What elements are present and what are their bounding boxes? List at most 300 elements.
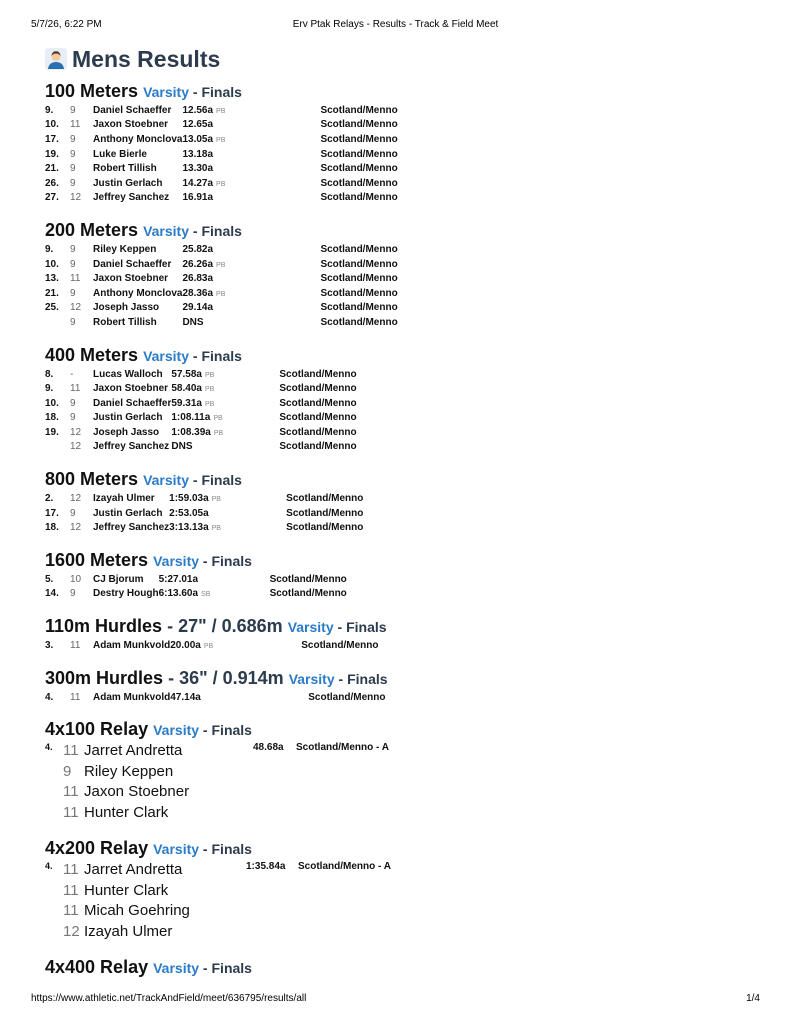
mark-value[interactable]: 3:13.13a — [169, 522, 209, 534]
event-round-link[interactable]: Finals — [211, 722, 252, 739]
place-cell: 9. — [45, 104, 54, 116]
result-row — [45, 315, 398, 330]
team-link[interactable]: Scotland/Menno — [279, 383, 357, 395]
place-cell: 10. — [45, 258, 59, 270]
mark-cell — [159, 587, 270, 602]
event-name[interactable]: 110m Hurdles — [45, 616, 163, 637]
leg-athlete-link[interactable]: Riley Keppen — [84, 762, 174, 780]
grade-cell: 11 — [70, 273, 81, 285]
leg-grade: 9 — [63, 762, 72, 780]
place-cell — [45, 440, 70, 455]
mark-cell — [182, 257, 320, 272]
team-link[interactable]: Scotland/Menno — [320, 302, 398, 314]
athlete-link[interactable]: Jaxon Stoebner — [93, 273, 169, 285]
event-block — [45, 344, 765, 455]
event-round-separator: - — [334, 670, 348, 687]
mark-value[interactable]: 1:08.11a — [171, 412, 211, 424]
athlete-link[interactable]: Robert Tillish — [93, 163, 157, 175]
place-cell: 9. — [45, 383, 54, 395]
event-name[interactable]: 1600 Meters — [45, 550, 149, 571]
pr-badge: PB — [216, 136, 226, 144]
event-name[interactable]: 800 Meters — [45, 469, 139, 490]
mark-cell — [182, 271, 320, 286]
pr-badge: PB — [213, 429, 224, 437]
result-row — [45, 638, 385, 653]
event-round-link[interactable]: Finals — [211, 841, 252, 858]
athlete-link[interactable]: Jaxon Stoebner — [93, 383, 169, 395]
event-block — [45, 80, 765, 205]
mark-value[interactable]: 57.58a — [171, 368, 202, 380]
relay-block — [45, 837, 765, 942]
relay-mark[interactable]: 48.68a — [253, 742, 284, 754]
mark-cell — [182, 161, 320, 176]
place-cell: 19. — [45, 426, 59, 438]
place-cell: 17. — [45, 133, 59, 145]
mark-value[interactable]: 2:53.05a — [169, 507, 209, 519]
event-round-link[interactable]: Finals — [201, 84, 242, 100]
event-spec-separator: - — [168, 667, 180, 688]
place-cell: 4. — [45, 691, 54, 703]
event-round-separator: - — [199, 841, 212, 858]
mark-cell — [182, 103, 320, 118]
event-title — [45, 956, 765, 979]
mark-cell — [171, 425, 279, 440]
relay-leg — [63, 881, 765, 902]
grade-cell: 9 — [70, 588, 76, 600]
print-url: https://www.athletic.net/TrackAndField/meet/636795/results/all — [31, 993, 307, 1004]
mark-value[interactable]: 13.18a — [182, 148, 214, 160]
mark-cell — [159, 572, 270, 587]
relay-leg — [63, 762, 765, 783]
athlete-link[interactable]: Jeffrey Sanchez — [93, 441, 170, 453]
mark-cell — [182, 132, 320, 147]
event-title — [45, 344, 765, 367]
event-round-separator: - — [199, 553, 212, 570]
event-name[interactable]: 100 Meters — [45, 81, 139, 101]
relay-place: 4. — [45, 861, 53, 872]
place-cell: 21. — [45, 163, 59, 175]
team-link[interactable]: Scotland/Menno — [320, 287, 398, 299]
event-level-link[interactable]: Varsity — [143, 472, 190, 489]
event-title — [45, 837, 765, 860]
athlete-link[interactable]: Adam Munkvold — [93, 691, 171, 703]
place-cell: 27. — [45, 192, 59, 204]
team-link[interactable]: Scotland/Menno — [301, 640, 379, 652]
place-cell: 21. — [45, 287, 59, 299]
athlete-link[interactable]: Daniel Schaeffer — [93, 258, 172, 270]
event-level-link[interactable]: Varsity — [143, 347, 190, 364]
grade-cell: - — [70, 368, 74, 380]
event-round-link[interactable]: Finals — [201, 347, 242, 364]
athlete-link[interactable]: Destry Hough — [93, 588, 159, 600]
grade-cell: 9 — [70, 316, 76, 328]
mark-cell — [170, 690, 308, 705]
results-table — [45, 242, 398, 330]
athlete-link[interactable]: Jeffrey Sanchez — [93, 522, 170, 534]
event-level-link[interactable]: Varsity — [153, 553, 200, 570]
athlete-link[interactable]: Daniel Schaeffer — [93, 104, 172, 116]
result-row — [45, 271, 398, 286]
leg-grade: 11 — [63, 783, 79, 801]
relay-leg — [63, 782, 765, 803]
relay-team-link[interactable]: Scotland/Menno - A — [296, 742, 389, 754]
grade-cell: 12 — [70, 522, 82, 534]
relay-leg — [63, 860, 765, 881]
athlete-link[interactable]: Anthony Monclova — [93, 133, 183, 145]
results-table — [45, 491, 369, 535]
result-row — [45, 118, 398, 133]
result-row — [45, 506, 369, 521]
leg-grade: 11 — [63, 742, 79, 760]
event-block — [45, 219, 765, 330]
pr-badge: PB — [211, 525, 221, 533]
event-block — [45, 468, 765, 535]
team-link[interactable]: Scotland/Menno — [286, 493, 364, 505]
result-row — [45, 191, 398, 206]
leg-athlete-link[interactable]: Jarret Andretta — [84, 861, 183, 879]
team-link[interactable]: Scotland/Menno — [320, 148, 398, 160]
event-round-link[interactable]: Finals — [211, 553, 252, 570]
pr-badge: PB — [211, 496, 221, 504]
mark-cell — [182, 301, 320, 316]
event-name[interactable]: 4x400 Relay — [45, 957, 149, 978]
grade-cell: 12 — [70, 493, 82, 505]
event-round-link[interactable]: Finals — [346, 619, 387, 636]
place-cell: 3. — [45, 640, 54, 652]
relay-block — [45, 956, 765, 979]
team-link[interactable]: Scotland/Menno — [279, 412, 357, 424]
place-cell: 25. — [45, 302, 59, 314]
relay-leg — [63, 901, 765, 922]
grade-cell: 9 — [70, 412, 76, 424]
pr-badge: PB — [213, 415, 223, 423]
team-link[interactable]: Scotland/Menno — [286, 507, 364, 519]
event-block — [45, 667, 765, 705]
relay-leg — [63, 803, 765, 824]
team-link[interactable]: Scotland/Menno — [308, 691, 386, 703]
event-title — [45, 718, 765, 741]
result-row — [45, 242, 398, 257]
result-row — [45, 587, 354, 602]
event-round-separator: - — [333, 619, 347, 636]
result-row — [45, 381, 361, 396]
event-round-link[interactable]: Finals — [201, 223, 242, 240]
mark-value[interactable]: 29.14a — [182, 302, 214, 314]
mark-value[interactable]: 59.31a — [171, 397, 202, 409]
event-title — [45, 549, 765, 572]
grade-cell: 9 — [70, 104, 76, 116]
leg-athlete-link[interactable]: Jarret Andretta — [84, 742, 183, 760]
grade-cell: 12 — [70, 302, 82, 314]
result-row — [45, 411, 361, 426]
mark-value[interactable]: 58.40a — [171, 383, 202, 395]
event-name[interactable]: 400 Meters — [45, 344, 139, 365]
result-row — [45, 367, 361, 382]
pr-badge: PB — [204, 371, 215, 379]
place-cell: 2. — [45, 493, 54, 505]
mark-cell — [182, 118, 320, 133]
mark-value[interactable]: 20.00a — [170, 640, 201, 652]
event-round-link[interactable]: Finals — [211, 960, 252, 977]
results-table — [45, 572, 354, 601]
team-link[interactable]: Scotland/Menno — [286, 522, 364, 534]
athlete-link[interactable]: Luke Bierle — [93, 148, 147, 160]
event-title — [45, 615, 765, 638]
place-cell: 26. — [45, 177, 59, 189]
mark-cell — [171, 396, 279, 411]
results-content — [45, 44, 765, 993]
place-cell — [45, 315, 70, 330]
athlete-link[interactable]: Anthony Monclova — [93, 287, 183, 299]
place-cell: 19. — [45, 148, 59, 160]
event-level-link[interactable]: Varsity — [153, 841, 200, 858]
mark-value[interactable]: 26.83a — [182, 273, 214, 285]
event-round-link[interactable]: Finals — [347, 670, 388, 687]
leg-athlete-link[interactable]: Hunter Clark — [84, 803, 169, 821]
grade-cell: 11 — [70, 383, 81, 395]
athlete-link[interactable]: Jaxon Stoebner — [93, 119, 169, 131]
relay-result — [45, 741, 765, 823]
event-title — [45, 667, 765, 690]
place-cell: 10. — [45, 397, 59, 409]
result-row — [45, 257, 398, 272]
team-link[interactable]: Scotland/Menno — [320, 163, 398, 175]
mark-cell — [170, 638, 301, 653]
mark-cell — [169, 520, 286, 535]
mark-cell — [182, 147, 320, 162]
mark-value[interactable]: 26.26a — [182, 258, 214, 270]
leg-grade: 11 — [63, 861, 79, 879]
result-row — [45, 161, 398, 176]
mark-cell — [182, 286, 320, 301]
mark-value[interactable]: 13.30a — [182, 163, 214, 175]
relay-block — [45, 718, 765, 823]
event-block — [45, 549, 765, 601]
grade-cell: 12 — [70, 192, 82, 204]
team-link[interactable]: Scotland/Menno — [279, 441, 357, 453]
mark-cell — [171, 367, 279, 382]
place-cell: 18. — [45, 412, 59, 424]
grade-cell: 9 — [70, 177, 76, 189]
event-level-link[interactable]: Varsity — [143, 223, 190, 240]
relays-list — [45, 718, 765, 979]
results-table — [45, 103, 398, 205]
team-link[interactable]: Scotland/Menno — [320, 177, 398, 189]
mark-value[interactable]: 12.56a — [182, 104, 214, 116]
team-link[interactable]: Scotland/Menno — [279, 368, 357, 380]
pr-badge: PB — [216, 180, 226, 188]
athlete-link[interactable]: Jeffrey Sanchez — [93, 192, 170, 204]
results-table — [45, 690, 385, 705]
team-link[interactable]: Scotland/Menno — [269, 573, 347, 585]
result-row — [45, 286, 398, 301]
grade-cell: 9 — [70, 243, 76, 255]
result-row — [45, 690, 385, 705]
mark-value[interactable]: 28.36a — [182, 287, 214, 299]
mark-cell — [171, 381, 279, 396]
mark-value[interactable]: 6:13.60a — [158, 588, 199, 600]
team-link[interactable]: Scotland/Menno — [320, 133, 398, 145]
team-link[interactable]: Scotland/Menno — [320, 258, 398, 270]
grade-cell: 12 — [70, 426, 82, 438]
event-name[interactable]: 4x100 Relay — [45, 719, 149, 740]
place-cell: 18. — [45, 522, 59, 534]
event-level-link[interactable]: Varsity — [287, 619, 334, 636]
team-link[interactable]: Scotland/Menno — [320, 316, 398, 328]
leg-athlete-link[interactable]: Izayah Ulmer — [84, 922, 173, 940]
relay-leg — [63, 922, 765, 943]
event-round-separator: - — [189, 347, 202, 364]
user-icon — [45, 48, 67, 70]
event-round-separator: - — [189, 472, 202, 489]
pr-badge: PB — [204, 400, 215, 408]
event-round-separator: - — [199, 722, 212, 739]
grade-cell: 9 — [70, 258, 76, 270]
relay-leg — [63, 741, 765, 762]
relay-legs — [63, 741, 765, 823]
team-link[interactable]: Scotland/Menno — [320, 104, 398, 116]
print-page-title: Erv Ptak Relays - Results - Track & Field Meet — [292, 19, 499, 30]
result-row — [45, 520, 369, 535]
mark-value[interactable]: 13.05a — [182, 133, 214, 145]
result-row — [45, 132, 398, 147]
event-title — [45, 80, 765, 103]
page-title — [45, 44, 765, 74]
pr-badge: PB — [216, 261, 226, 269]
result-row — [45, 491, 369, 506]
grade-cell: 9 — [70, 163, 76, 175]
relay-team-link[interactable]: Scotland/Menno - A — [298, 861, 391, 873]
mark-value[interactable]: 12.65a — [182, 119, 214, 131]
mark-cell — [169, 506, 286, 521]
mark-value[interactable]: 47.14a — [170, 691, 201, 703]
team-link[interactable]: Scotland/Menno — [320, 243, 398, 255]
mark-value[interactable]: DNS — [182, 316, 204, 328]
grade-cell: 9 — [70, 507, 76, 519]
team-link[interactable]: Scotland/Menno — [320, 192, 398, 204]
athlete-link[interactable]: Justin Gerlach — [93, 507, 163, 519]
team-link[interactable]: Scotland/Menno — [279, 397, 357, 409]
result-row — [45, 572, 354, 587]
team-link[interactable]: Scotland/Menno — [269, 588, 347, 600]
leg-grade: 11 — [63, 881, 79, 899]
events-list — [45, 80, 765, 704]
place-cell: 8. — [45, 368, 54, 380]
leg-athlete-link[interactable]: Jaxon Stoebner — [84, 783, 190, 801]
relay-mark[interactable]: 1:35.84a — [246, 861, 286, 873]
athlete-link[interactable]: Adam Munkvold — [93, 640, 171, 652]
mark-value[interactable]: 5:27.01a — [158, 573, 199, 585]
team-link[interactable]: Scotland/Menno — [320, 273, 398, 285]
event-level-link[interactable]: Varsity — [153, 960, 200, 977]
mark-value[interactable]: DNS — [171, 441, 193, 453]
mark-value[interactable]: 25.82a — [182, 243, 214, 255]
mark-value[interactable]: 16.91a — [182, 192, 214, 204]
mark-value[interactable]: 1:59.03a — [169, 493, 209, 505]
mark-value[interactable]: 14.27a — [182, 177, 214, 189]
result-row — [45, 440, 361, 455]
place-cell: 9. — [45, 243, 54, 255]
result-row — [45, 103, 398, 118]
place-cell: 5. — [45, 573, 54, 585]
event-name[interactable]: 4x200 Relay — [45, 838, 149, 859]
leg-grade: 11 — [63, 902, 79, 920]
place-cell: 13. — [45, 273, 59, 285]
athlete-link[interactable]: Joseph Jasso — [93, 302, 160, 314]
athlete-link[interactable]: Justin Gerlach — [93, 177, 163, 189]
results-table — [45, 367, 361, 455]
event-level-link[interactable]: Varsity — [288, 670, 335, 687]
result-row — [45, 396, 361, 411]
print-page-number: 1/4 — [746, 993, 760, 1004]
place-cell: 10. — [45, 119, 59, 131]
grade-cell: 11 — [70, 640, 81, 652]
event-name[interactable]: 200 Meters — [45, 220, 139, 241]
event-level-link[interactable]: Varsity — [153, 722, 200, 739]
event-level-link[interactable]: Varsity — [143, 84, 190, 100]
athlete-link[interactable]: CJ Bjorum — [93, 573, 144, 585]
mark-cell — [171, 411, 279, 426]
event-name[interactable]: 300m Hurdles — [45, 667, 164, 688]
athlete-link[interactable]: Lucas Walloch — [93, 368, 163, 380]
relay-result — [45, 860, 765, 942]
event-round-separator: - — [199, 960, 212, 977]
grade-cell: 9 — [70, 133, 76, 145]
event-hurdle-spec: 36" / 0.914m — [179, 667, 284, 688]
athlete-link[interactable]: Justin Gerlach — [93, 412, 163, 424]
event-spec-separator: - — [167, 616, 179, 637]
event-hurdle-spec: 27" / 0.686m — [178, 616, 283, 637]
print-datetime: 5/7/26, 6:22 PM — [31, 19, 102, 30]
leg-athlete-link[interactable]: Micah Goehring — [84, 902, 190, 920]
mark-value[interactable]: 1:08.39a — [171, 426, 211, 438]
event-title — [45, 468, 765, 491]
result-row — [45, 301, 398, 316]
grade-cell: 11 — [70, 691, 81, 703]
relay-legs — [63, 860, 765, 942]
pr-badge: PB — [203, 643, 214, 651]
athlete-link[interactable]: Riley Keppen — [93, 243, 157, 255]
pr-badge: PB — [204, 386, 215, 394]
pr-badge: PB — [216, 290, 226, 298]
team-link[interactable]: Scotland/Menno — [279, 426, 357, 438]
mark-cell — [182, 176, 320, 191]
grade-cell: 11 — [70, 119, 81, 131]
mark-cell — [182, 191, 320, 206]
athlete-link[interactable]: Joseph Jasso — [93, 426, 160, 438]
athlete-link[interactable]: Daniel Schaeffer — [93, 397, 172, 409]
grade-cell: 10 — [70, 573, 82, 585]
grade-cell: 12 — [70, 441, 82, 453]
leg-athlete-link[interactable]: Hunter Clark — [84, 881, 169, 899]
grade-cell: 9 — [70, 397, 76, 409]
place-cell: 17. — [45, 507, 59, 519]
place-cell: 14. — [45, 588, 59, 600]
team-link[interactable]: Scotland/Menno — [320, 119, 398, 131]
event-title — [45, 219, 765, 242]
athlete-link[interactable]: Izayah Ulmer — [93, 493, 155, 505]
grade-cell: 9 — [70, 148, 76, 160]
athlete-link[interactable]: Robert Tillish — [93, 316, 157, 328]
leg-grade: 12 — [63, 922, 80, 940]
event-round-link[interactable]: Finals — [201, 472, 242, 489]
mark-cell — [171, 440, 279, 455]
grade-cell: 9 — [70, 287, 76, 299]
leg-grade: 11 — [63, 803, 79, 821]
page-title-text: Mens Results — [72, 45, 221, 72]
mark-cell — [169, 491, 286, 506]
event-round-separator: - — [189, 223, 202, 240]
